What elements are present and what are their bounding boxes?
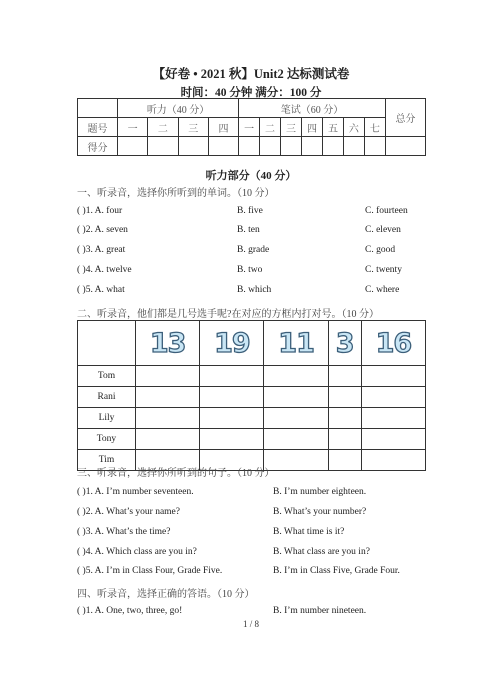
- part1-heading: 一、听录音，选择你所听到的单词。（10 分）: [77, 188, 275, 199]
- check-cell[interactable]: [264, 429, 328, 450]
- col-label: 四: [302, 118, 323, 137]
- exam-subtitle: 时间：40 分钟 满分：100 分: [180, 87, 322, 99]
- check-cell[interactable]: [328, 450, 361, 471]
- score-cell[interactable]: [148, 137, 178, 156]
- question-row: ( )2. A. What’s your name? B. What’s your number?: [77, 507, 367, 517]
- score-cell[interactable]: [118, 137, 148, 156]
- empty-cell: [78, 99, 118, 118]
- check-cell[interactable]: [328, 429, 361, 450]
- col-label: 一: [118, 118, 148, 137]
- check-cell[interactable]: [136, 366, 200, 387]
- score-table: [77, 98, 426, 156]
- question-row: ( )5. A. what B. which C. where: [77, 285, 400, 295]
- check-cell[interactable]: [200, 387, 264, 408]
- question-row: ( )3. A. What’s the time? B. What time is it?: [77, 527, 345, 537]
- exam-title: 【好卷 • 2021 秋】Unit2 达标测试卷: [152, 67, 350, 81]
- col-label: 一: [239, 118, 260, 137]
- number-19-image: 19: [200, 321, 264, 366]
- check-cell[interactable]: [361, 366, 425, 387]
- part3-heading: 三、听录音，选择你所听到的句子。（10 分）: [77, 468, 275, 479]
- check-cell[interactable]: [200, 366, 264, 387]
- number-3-image: 3: [328, 321, 361, 366]
- part4-heading: 四、听录音，选择正确的答语。（10 分）: [77, 589, 255, 600]
- player-number-grid: [77, 320, 426, 471]
- score-cell[interactable]: [322, 137, 343, 156]
- question-row: ( )1. A. four B. five C. fourteen: [77, 206, 408, 216]
- col-label: 二: [148, 118, 178, 137]
- total-header: 总分: [385, 99, 425, 137]
- check-cell[interactable]: [264, 366, 328, 387]
- check-cell[interactable]: [361, 450, 425, 471]
- col-label: 七: [364, 118, 385, 137]
- check-cell[interactable]: [136, 387, 200, 408]
- col-label: 五: [322, 118, 343, 137]
- name-cell: Tim: [78, 450, 136, 471]
- col-label: 三: [178, 118, 208, 137]
- name-cell: Rani: [78, 387, 136, 408]
- col-label: 六: [343, 118, 364, 137]
- score-cell[interactable]: [239, 137, 260, 156]
- score-cell[interactable]: [208, 137, 238, 156]
- listening-section-title: 听力部分（40 分）: [205, 170, 297, 182]
- check-cell[interactable]: [361, 387, 425, 408]
- check-cell[interactable]: [264, 387, 328, 408]
- page-number: 1 / 8: [242, 619, 259, 629]
- name-cell: Lily: [78, 408, 136, 429]
- check-cell[interactable]: [136, 408, 200, 429]
- score-label: 得分: [78, 137, 118, 156]
- question-row: ( )3. A. great B. grade C. good: [77, 245, 396, 255]
- check-cell[interactable]: [328, 387, 361, 408]
- score-cell[interactable]: [260, 137, 281, 156]
- question-row: ( )1. A. One, two, three, go! B. I’m number nineteen.: [77, 606, 367, 616]
- check-cell[interactable]: [328, 408, 361, 429]
- score-cell[interactable]: [281, 137, 302, 156]
- number-13-image: 13: [136, 321, 200, 366]
- check-cell[interactable]: [328, 366, 361, 387]
- written-header: 笔试（60 分）: [239, 99, 386, 118]
- check-cell[interactable]: [200, 408, 264, 429]
- number-16-image: 16: [361, 321, 425, 366]
- number-11-image: 11: [264, 321, 328, 366]
- row-label: 题号: [78, 118, 118, 137]
- listening-header: 听力（40 分）: [118, 99, 239, 118]
- score-cell[interactable]: [385, 137, 425, 156]
- check-cell[interactable]: [361, 429, 425, 450]
- score-cell[interactable]: [178, 137, 208, 156]
- check-cell[interactable]: [136, 429, 200, 450]
- empty-cell: [78, 321, 136, 366]
- question-row: ( )2. A. seven B. ten C. eleven: [77, 225, 401, 235]
- score-cell[interactable]: [302, 137, 323, 156]
- col-label: 二: [260, 118, 281, 137]
- check-cell[interactable]: [200, 429, 264, 450]
- question-row: ( )4. A. Which class are you in? B. What class are you in?: [77, 547, 370, 557]
- name-cell: Tom: [78, 366, 136, 387]
- part2-heading: 二、听录音，他们都是几号选手呢?在对应的方框内打对号。（10 分）: [77, 309, 379, 320]
- question-row: ( )1. A. I’m number seventeen. B. I’m number eighteen.: [77, 487, 367, 497]
- question-row: ( )4. A. twelve B. two C. twenty: [77, 265, 402, 275]
- check-cell[interactable]: [264, 408, 328, 429]
- check-cell[interactable]: [361, 408, 425, 429]
- col-label: 三: [281, 118, 302, 137]
- name-cell: Tony: [78, 429, 136, 450]
- question-row: ( )5. A. I’m in Class Four, Grade Five. B. I’m in Class Five, Grade Four.: [77, 566, 400, 576]
- score-cell[interactable]: [364, 137, 385, 156]
- col-label: 四: [208, 118, 238, 137]
- score-cell[interactable]: [343, 137, 364, 156]
